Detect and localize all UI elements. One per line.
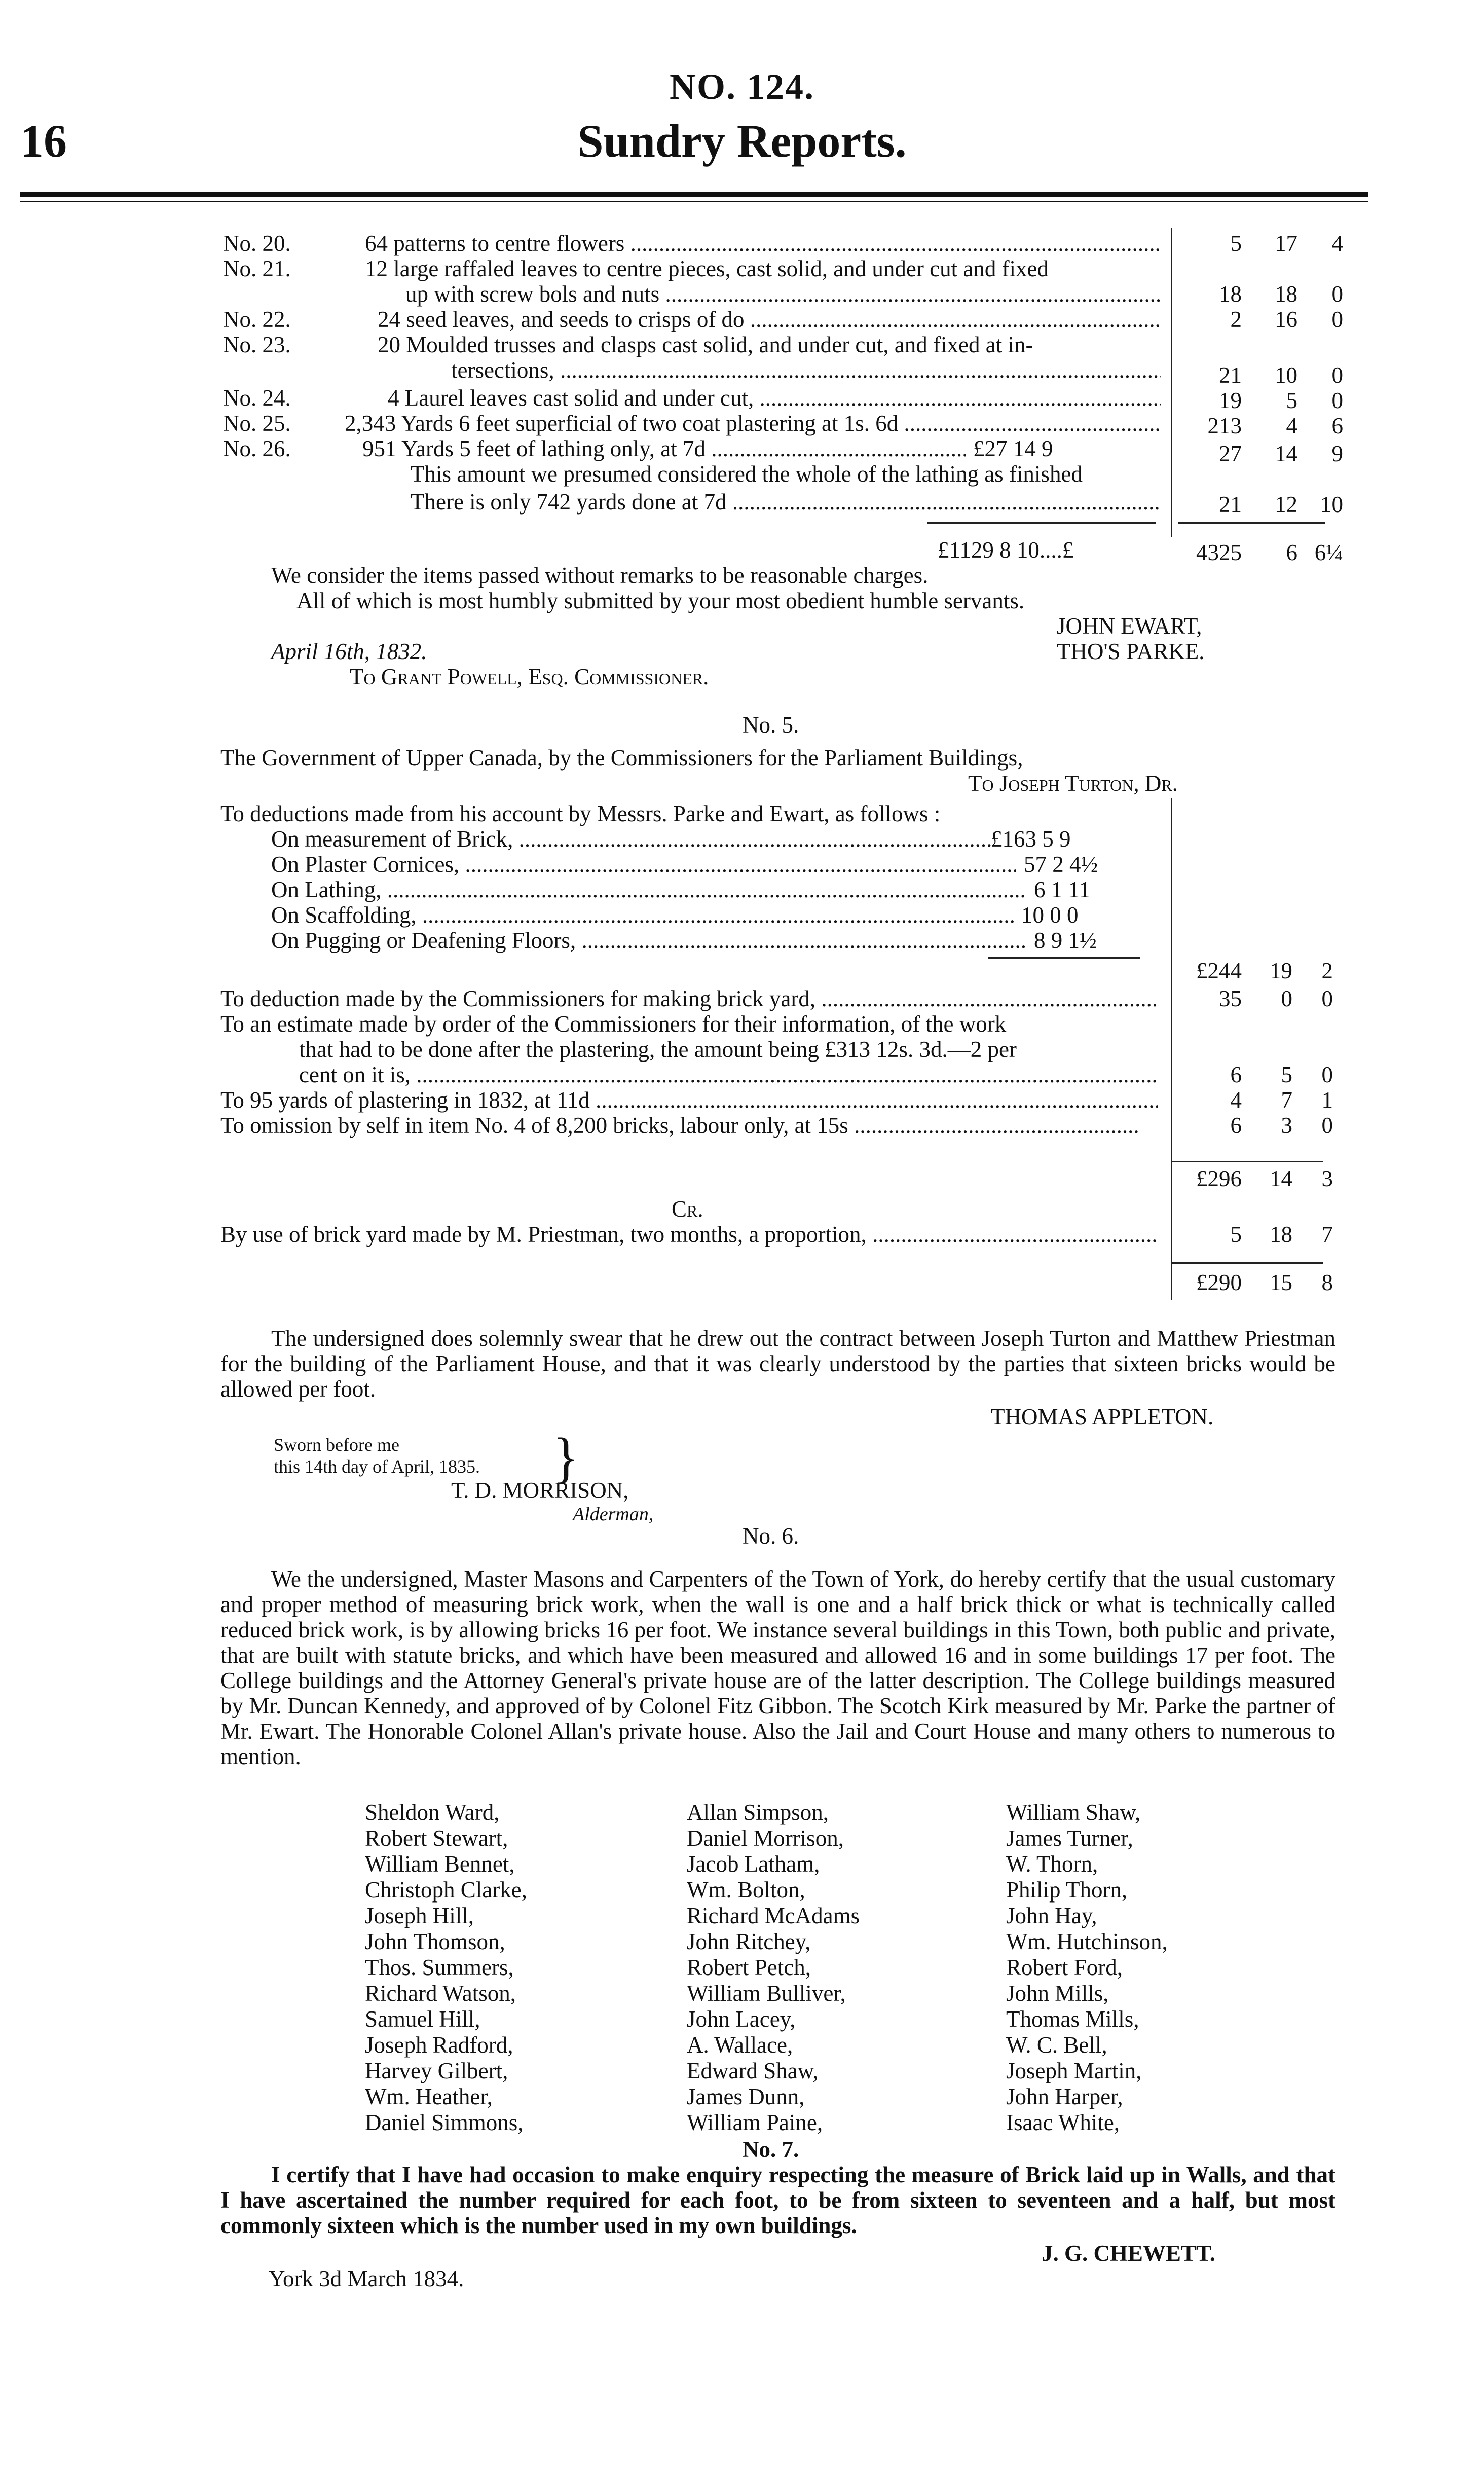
balance-rule: [1171, 1262, 1323, 1264]
sworn-line-2: this 14th day of April, 1835.: [274, 1456, 480, 1477]
name: John Thomson,: [365, 1929, 505, 1954]
item-text: 2,343 Yards 6 feet superficial of two coat plastering at 1s. 6d .....: [345, 411, 1161, 436]
name: Christoph Clarke,: [365, 1877, 527, 1903]
signer-morrison: T. D. MORRISON,: [451, 1478, 629, 1503]
estimate-line-2: that had to be done after the plastering, the amount being £313 12s. 3d.—2 per: [299, 1037, 1017, 1062]
deductions-rule: [988, 957, 1140, 959]
page-number: 16: [20, 115, 67, 167]
report-date: April 16th, 1832.: [271, 639, 427, 664]
no5-amount-column-rule: [1171, 798, 1172, 1300]
deductions-subtotal: £244 19 2: [1196, 958, 1333, 983]
sworn-line-1: Sworn before me: [274, 1435, 399, 1455]
deduction-label: On Scaffolding, .....: [271, 902, 1016, 928]
no7-paragraph: I certify that I have had occasion to make enquiry respecting the measure of Brick laid up in Walls, and that I have ascertained the number required for each foot, to be from sixteen to seventeen and a half, but most commonly sixteen which is the number used in my own buildings.: [220, 2162, 1335, 2238]
deductions-intro: To deductions made from his account by Messrs. Parke and Ewart, as follows :: [220, 801, 941, 826]
name: William Paine,: [687, 2110, 823, 2135]
item-text: 4 Laurel leaves cast solid and under cut, .....: [388, 385, 1161, 411]
name: Joseph Martin,: [1006, 2058, 1142, 2083]
name: John Ritchey,: [687, 1929, 811, 1954]
name: Allan Simpson,: [687, 1800, 829, 1825]
name: Isaac White,: [1006, 2110, 1120, 2135]
name: Wm. Bolton,: [687, 1877, 805, 1903]
item-text: 64 patterns to centre flowers .....: [365, 231, 1161, 256]
item-no: No. 22.: [223, 307, 291, 332]
item-no: No. 23.: [223, 332, 291, 357]
addressee-line: To Grant Powell, Esq. Commissioner.: [350, 664, 709, 689]
submission-line: All of which is most humbly submitted by your most obedient humble servants.: [296, 588, 1025, 613]
name: Philip Thorn,: [1006, 1877, 1128, 1903]
item-mid-amount: £27 14 9: [973, 436, 1053, 461]
name: Joseph Hill,: [365, 1903, 474, 1928]
item-amount: 5 17 4: [1230, 231, 1343, 256]
deduction-label: On Lathing, .....: [271, 877, 1026, 902]
omission-line: To omission by self in item No. 4 of 8,200 bricks, labour only, at 15s .....: [220, 1113, 1138, 1138]
remarks-line: We consider the items passed without remarks to be reasonable charges.: [271, 563, 929, 588]
item-text: 24 seed leaves, and seeds to crisps of do .....: [378, 307, 1161, 332]
name: James Turner,: [1006, 1825, 1133, 1851]
item-no: No. 20.: [223, 231, 291, 256]
item-no: No. 26.: [223, 436, 291, 461]
estimate-line-3: cent on it is, .....: [299, 1062, 1158, 1087]
name: William Bennet,: [365, 1851, 515, 1877]
signer-ewart: JOHN EWART,: [1057, 613, 1202, 639]
name: A. Wallace,: [687, 2032, 793, 2058]
item-amount: 19 5 0: [1219, 388, 1343, 413]
header-rule-thin: [20, 201, 1368, 202]
name: William Bulliver,: [687, 1981, 846, 2006]
lathing-amount: 21 12 10: [1219, 492, 1343, 517]
brace: }: [552, 1427, 579, 1488]
item-no: No. 25.: [223, 411, 291, 436]
brick-yard-deduction: To deduction made by the Commissioners for making brick yard, .....: [220, 986, 1158, 1011]
creditor-line: To Joseph Turton, Dr.: [968, 771, 1178, 796]
deduction-amount: 8 9 1½: [1034, 928, 1097, 953]
affidavit-paragraph: The undersigned does solemnly swear that he drew out the contract between Joseph Turton and Matthew Priestman for the building of the Parliament House, and that it was clearly understood by the parties that sixteen bricks would be allowed per foot.: [220, 1326, 1335, 1402]
signer-chewett: J. G. CHEWETT.: [1042, 2241, 1215, 2266]
name: Daniel Morrison,: [687, 1825, 844, 1851]
item-text-continued: up with screw bols and nuts .....: [405, 281, 1161, 307]
name: Wm. Heather,: [365, 2084, 493, 2109]
plastering-amount: 4 7 1: [1230, 1087, 1333, 1113]
name: John Lacey,: [687, 2006, 796, 2032]
name: John Harper,: [1006, 2084, 1123, 2109]
debit-total: £296 14 3: [1196, 1166, 1333, 1191]
deduction-amount: 6 1 11: [1034, 877, 1090, 902]
document-number: NO. 124.: [670, 66, 814, 107]
name: Harvey Gilbert,: [365, 2058, 508, 2083]
name: Thos. Summers,: [365, 1955, 514, 1980]
deduction-label: On Plaster Cornices, .....: [271, 852, 1016, 877]
name: William Shaw,: [1006, 1800, 1141, 1825]
credit-heading: Cr.: [672, 1196, 703, 1222]
credit-amount: 5 18 7: [1230, 1222, 1333, 1247]
signer-parke: THO'S PARKE.: [1057, 639, 1205, 664]
header-rule-thick: [20, 192, 1368, 197]
name: Robert Ford,: [1006, 1955, 1123, 1980]
name: W. C. Bell,: [1006, 2032, 1107, 2058]
lathing-remaining: There is only 742 yards done at 7d .....: [411, 489, 1161, 515]
estimate-line-1: To an estimate made by order of the Commissioners for their information, of the work: [220, 1011, 1007, 1037]
item-text: 951 Yards 5 feet of lathing only, at 7d .....: [362, 436, 966, 461]
deduction-amount: 57 2 4½: [1024, 852, 1098, 877]
name: Richard Watson,: [365, 1981, 516, 2006]
names-column-2: [687, 1800, 860, 2136]
lathing-note: This amount we presumed considered the whole of the lathing as finished: [411, 461, 1083, 487]
total-left: £1129 8 10....£: [938, 537, 1074, 563]
alderman-title: Alderman,: [573, 1504, 654, 1525]
item-amount: 213 4 6: [1207, 413, 1343, 438]
item-no: No. 24.: [223, 385, 291, 411]
plastering-line: To 95 yards of plastering in 1832, at 11d .....: [220, 1087, 1158, 1113]
name: Jacob Latham,: [687, 1851, 820, 1877]
deduction-label: On measurement of Brick, .....: [271, 826, 991, 852]
item-amount: 18 18 0: [1219, 281, 1343, 307]
deduction-label: On Pugging or Deafening Floors, .....: [271, 928, 1026, 953]
name: Richard McAdams: [687, 1903, 860, 1928]
name: John Hay,: [1006, 1903, 1097, 1928]
name: Wm. Hutchinson,: [1006, 1929, 1168, 1954]
total-right: 4325 6 6¼: [1196, 540, 1343, 565]
no7-date: York 3d March 1834.: [269, 2266, 464, 2291]
name: Robert Petch,: [687, 1955, 811, 1980]
item-no: No. 21.: [223, 256, 291, 281]
total-rule-right: [1178, 522, 1325, 524]
amount-column-rule: [1171, 228, 1172, 537]
name: Robert Stewart,: [365, 1825, 508, 1851]
balance-amount: £290 15 8: [1196, 1270, 1333, 1295]
brick-yard-amount: 35 0 0: [1219, 986, 1333, 1011]
omission-amount: 6 3 0: [1230, 1113, 1333, 1138]
names-column-1: [365, 1800, 527, 2136]
name: John Mills,: [1006, 1981, 1109, 2006]
total-rule-left: [927, 522, 1156, 524]
government-line: The Government of Upper Canada, by the Commissioners for the Parliament Buildings,: [220, 745, 1023, 771]
item-amount: 2 16 0: [1230, 307, 1343, 332]
section-heading-no5: No. 5.: [743, 712, 799, 738]
item-text: 20 Moulded trusses and clasps cast solid, and under cut, and fixed at in-: [378, 332, 1033, 357]
name: Samuel Hill,: [365, 2006, 480, 2032]
item-amount: 21 10 0: [1219, 362, 1343, 388]
section-heading-no6: No. 6.: [743, 1523, 799, 1549]
deduction-amount: £163 5 9: [991, 826, 1071, 852]
item-text-continued: tersections, .....: [451, 357, 1161, 383]
credit-line: By use of brick yard made by M. Priestman, two months, a proportion, .....: [220, 1222, 1158, 1247]
name: Daniel Simmons,: [365, 2110, 524, 2135]
name: Edward Shaw,: [687, 2058, 819, 2083]
names-column-3: [1006, 1800, 1168, 2136]
section-heading-no7: No. 7.: [743, 2137, 799, 2162]
item-text: 12 large raffaled leaves to centre pieces, cast solid, and under cut and fixed: [365, 256, 1049, 281]
name: Thomas Mills,: [1006, 2006, 1139, 2032]
signer-appleton: THOMAS APPLETON.: [991, 1404, 1214, 1430]
no6-paragraph: We the undersigned, Master Masons and Carpenters of the Town of York, do hereby certify that the usual customary and proper method of measuring brick work, when the wall is one and a half brick thick or what is technically called reduced brick work, is by allowing bricks 16 per foot. We instance several buildings in this Town, both public and private, that are built with statute bricks, and which have been measured and allowed 16 and in some buildings 17 per foot. The College buildings and the Attorney General's private house are of the latter description. The College buildings measured by Mr. Duncan Kennedy, and approved of by Colonel Fitz Gibbon. The Scotch Kirk measured by Mr. Parke the partner of Mr. Ewart. The Honorable Colonel Allan's private house. Also the Jail and Court House and many others to numerous to mention.: [220, 1566, 1335, 1769]
name: James Dunn,: [687, 2084, 805, 2109]
page-title: Sundry Reports.: [577, 115, 907, 167]
name: Sheldon Ward,: [365, 1800, 500, 1825]
name: W. Thorn,: [1006, 1851, 1098, 1877]
total-rule: [1171, 1161, 1323, 1162]
name: Joseph Radford,: [365, 2032, 513, 2058]
estimate-amount: 6 5 0: [1230, 1062, 1333, 1087]
deduction-amount: 10 0 0: [1021, 902, 1079, 928]
item-amount: 27 14 9: [1219, 441, 1343, 466]
